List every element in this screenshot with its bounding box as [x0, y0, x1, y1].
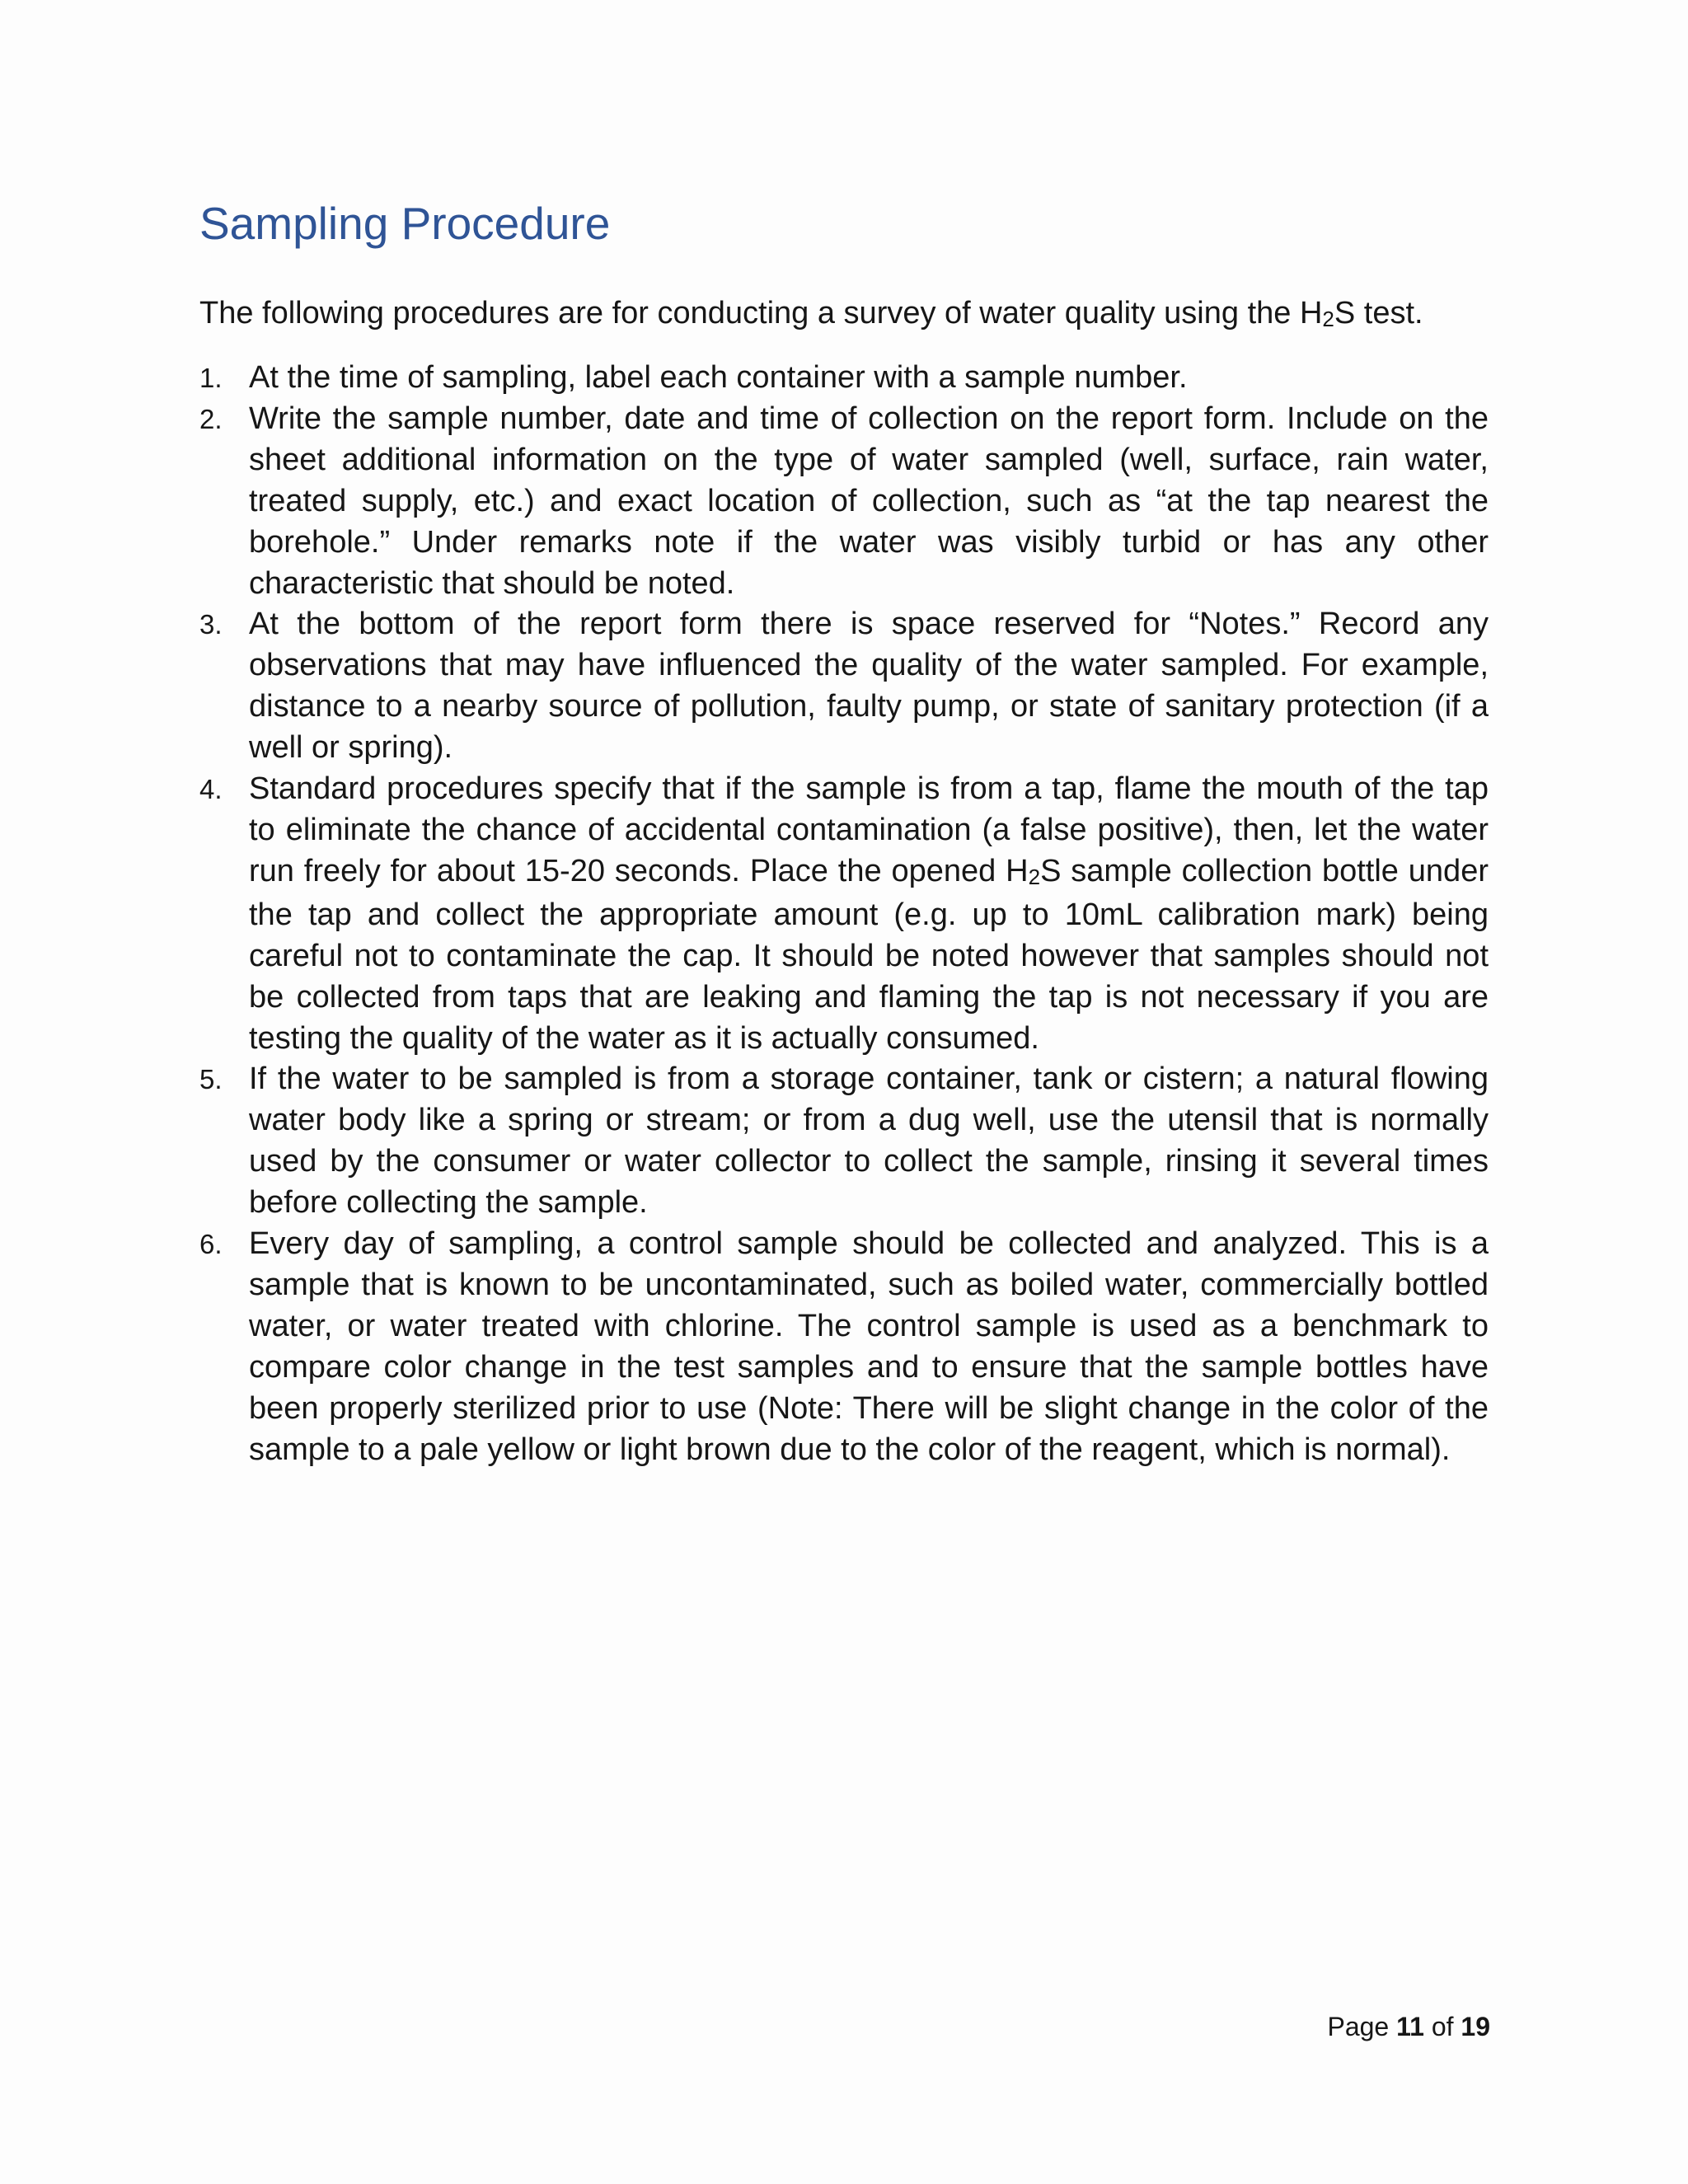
- list-item-text-before: Standard procedures specify that if the sample is from a tap, flame the mouth of the tap to eliminate the chance of accidental contamination (a false positive), then, let the water run freely for about 15-20 seconds. Place the opened H: [249, 771, 1489, 888]
- page-number-footer: [1327, 2008, 1490, 2045]
- list-item-text: If the water to be sampled is from a storage container, tank or cistern; a natural flowing water body like a spring or stream; or from a dug well, use the utensil that is normally used by the consumer or water collector to collect the sample, rinsing it several times before collecting the sample.: [249, 1062, 1489, 1221]
- list-item-text: Write the sample number, date and time of collection on the report form. Include on the sheet additional information on the type of water sampled (well, surface, rain water, treated supply, etc.) and exact location of collection, such as “at the tap nearest the borehole.” Under remarks note if the water was visibly turbid or has any other characteristic that should be noted.: [249, 401, 1489, 601]
- intro-paragraph: [199, 293, 1493, 336]
- total-pages-number: 19: [1461, 2012, 1490, 2041]
- section-heading: Sampling Procedure: [199, 198, 611, 249]
- list-item-number: 6.: [199, 1229, 223, 1260]
- list-item-number: 1.: [199, 363, 223, 393]
- intro-text-after: S test.: [1334, 296, 1423, 330]
- list-item-text: At the bottom of the report form there is space reserved for “Notes.” Record any observations that may have influenced the quality of the water sampled. For example, distance to a nearby source of pollution, faulty pump, or state of sanitary protection (if a well or spring).: [249, 607, 1489, 766]
- list-item-number: 2.: [199, 403, 223, 434]
- list-item: [199, 399, 1489, 605]
- list-item-number: 3.: [199, 609, 223, 640]
- list-item-subscript: 2: [1028, 864, 1041, 889]
- list-item: [199, 1059, 1489, 1224]
- of-label: of: [1431, 2012, 1454, 2041]
- list-item: [199, 1224, 1489, 1470]
- procedure-list: [199, 358, 1489, 1470]
- list-item-number: 5.: [199, 1064, 223, 1095]
- list-item-text-after: S sample collection bottle under the tap and collect the appropriate amount (e.g. up to 10mL calibration mark) being careful not to contaminate the cap. It should be noted however that samples should not be collected from taps that are leaking and flaming the tap is not necessary if you are testing the quality of the water as it is actually consumed.: [249, 853, 1489, 1056]
- intro-text-before: The following procedures are for conducting a survey of water quality using the H: [199, 296, 1323, 330]
- list-item: [199, 604, 1489, 769]
- intro-subscript: 2: [1322, 307, 1334, 331]
- list-item-number: 4.: [199, 774, 223, 805]
- list-item-text: [249, 769, 1489, 1059]
- current-page-number: 11: [1396, 2012, 1424, 2041]
- list-item-text: At the time of sampling, label each container with a sample number.: [249, 360, 1188, 395]
- list-item: [199, 358, 1489, 399]
- list-item-text: Every day of sampling, a control sample should be collected and analyzed. This is a sample that is known to be uncontaminated, such as boiled water, commercially bottled water, or water treated with chlorine. The control sample is used as a benchmark to compare color change in the test samples and to ensure that the sample bottles have been properly sterilized prior to use (Note: There will be slight change in the color of the sample to a pale yellow or light brown due to the color of the reagent, which is normal).: [249, 1226, 1489, 1467]
- list-item: [199, 769, 1489, 1059]
- page-label: Page: [1327, 2012, 1390, 2041]
